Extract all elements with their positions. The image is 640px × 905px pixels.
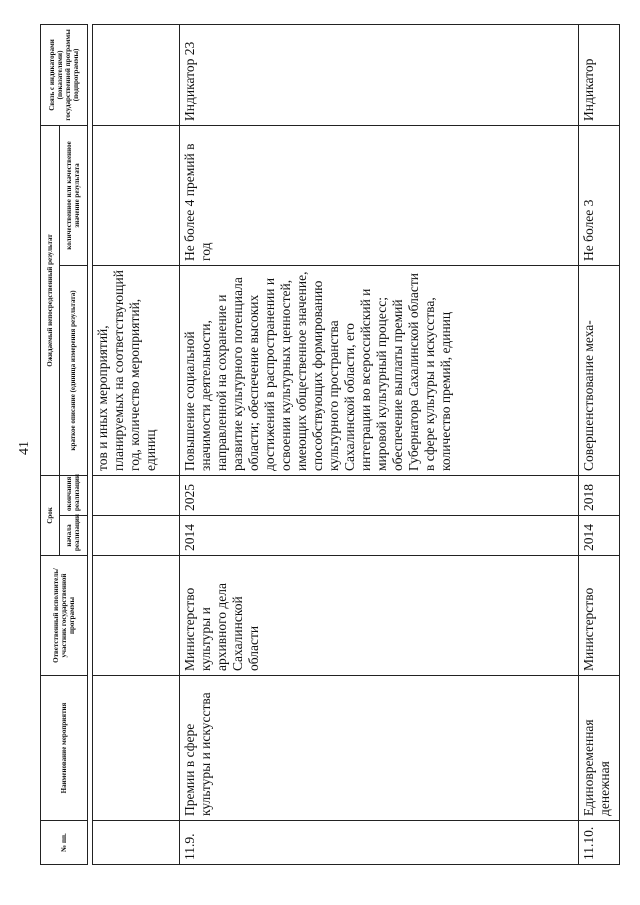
cell-result-value: Не более 4 премий в год	[179, 125, 578, 265]
page-number: 41	[17, 441, 32, 455]
header-responsible: Ответственный исполнитель/участник государственной программы	[41, 556, 88, 676]
cell-name: Единовременная денежная	[578, 676, 619, 821]
cell-end: 2025	[179, 475, 578, 515]
cell-result-desc: Совершенствование меха-	[578, 265, 619, 475]
header-link: Связь с индикаторами (показателями) государственной программы (подпрограммы)	[41, 24, 88, 125]
rotated-page-content	[40, 25, 620, 865]
cell-name: Премии в сфере культуры и искусства	[179, 676, 578, 821]
measures-table	[40, 24, 620, 865]
table-row	[93, 24, 180, 864]
cell-result-value	[93, 125, 180, 265]
header-term: Срок	[41, 475, 60, 555]
cell-start	[93, 516, 180, 556]
table-row	[179, 24, 578, 864]
cell-no: 11.10.	[578, 821, 619, 865]
cell-result-desc: Повышение социальной значимости деятельности, направленной на сохранение и развитие культурного потенциала области; обеспечение высоких достижений в распространении и освоении культурных ценностей, имеющих общественное значение, способствующих формированию культурного пространства Сахалинской области, его интеграции во всероссийский и мировой культурный процесс; обеспечение выплаты премий Губернатора Сахалинской области в сфере культуры и искусства, количество премий, единиц	[179, 265, 578, 475]
cell-end	[93, 475, 180, 515]
table-row	[578, 24, 619, 864]
header-term-end: окончания реализации	[59, 475, 87, 515]
cell-responsible: Министерство	[578, 556, 619, 676]
cell-end: 2018	[578, 475, 619, 515]
header-row-top	[41, 24, 60, 864]
header-result: Ожидаемый непосредственный результат	[41, 125, 60, 475]
cell-name	[93, 676, 180, 821]
cell-no	[93, 821, 180, 865]
cell-result-value: Не более 3	[578, 125, 619, 265]
cell-link: Индикатор	[578, 24, 619, 125]
header-term-start: начала реализации	[59, 516, 87, 556]
header-name: Наименование мероприятия	[41, 676, 88, 821]
cell-start: 2014	[179, 516, 578, 556]
cell-responsible: Министерство культуры и архивного дела Сахалинской области	[179, 556, 578, 676]
cell-start: 2014	[578, 516, 619, 556]
cell-link: Индикатор 23	[179, 24, 578, 125]
header-no: № пп.	[41, 821, 88, 865]
cell-responsible	[93, 556, 180, 676]
header-result-desc: краткое описание (единица измерения результата)	[59, 265, 87, 475]
cell-link	[93, 24, 180, 125]
cell-result-desc: тов и иных мероприятий, планируемых на соответствующий год, количество мероприятий, единиц	[93, 265, 180, 475]
header-result-value: количественное или качественное значение результата	[59, 125, 87, 265]
cell-no: 11.9.	[179, 821, 578, 865]
